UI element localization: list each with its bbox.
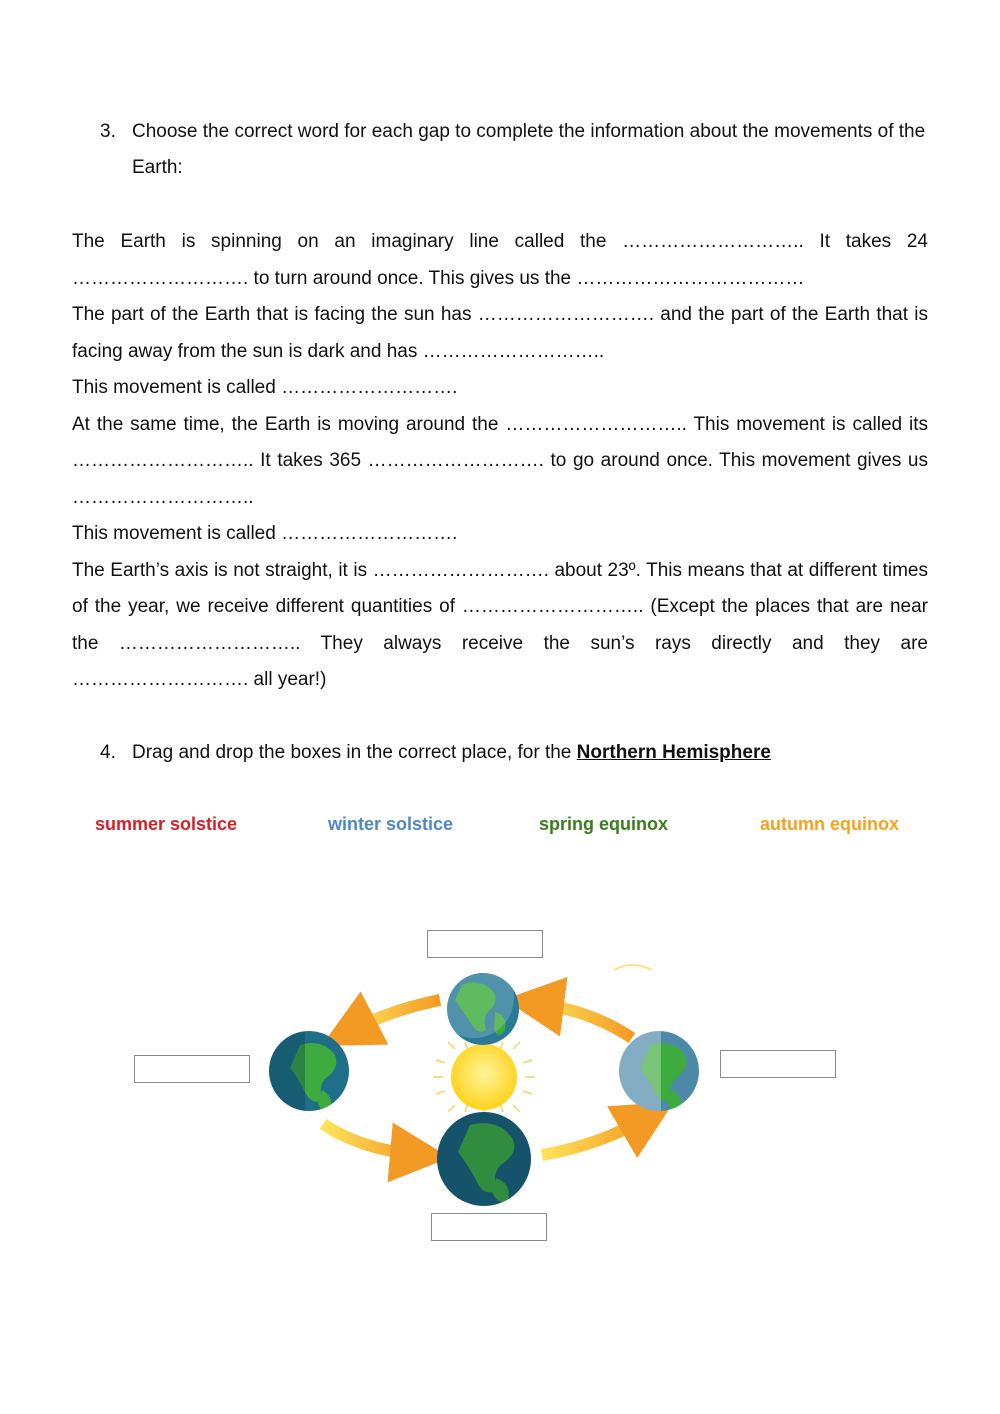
northern-hemisphere-emphasis: Northern Hemisphere — [576, 742, 771, 763]
paragraph-line: This movement is called ………………………. — [72, 377, 458, 398]
question-4-number: 4. — [100, 742, 116, 763]
drop-box-bottom[interactable] — [431, 1213, 547, 1241]
question-3-prompt: Choose the correct word for each gap to complete the information about the movements of the Earth: — [132, 121, 926, 178]
drop-box-right[interactable] — [720, 1050, 836, 1078]
earth-bottom-icon — [437, 1112, 531, 1206]
sun-icon — [433, 1040, 535, 1114]
earth-right-icon — [619, 1031, 699, 1111]
earth-top-icon — [434, 958, 519, 1045]
word-summer-solstice[interactable]: summer solstice — [95, 814, 238, 834]
drop-box-top[interactable] — [427, 930, 543, 958]
orbit-arrow-top-right — [534, 1003, 632, 1038]
paragraph-line: The Earth’s axis is not straight, it is ………………………. about 23º. This means that at different times of the year, we receive different quantities of ……………………….. (Except the places that are near the ……………………….. They always receive the sun’s rays directly and they are ………………………. all year!) — [72, 559, 928, 690]
earth-left-icon — [269, 1031, 349, 1111]
word-autumn-equinox[interactable]: autumn equinox — [760, 814, 899, 834]
orbit-arrow-bottom-left — [323, 1124, 420, 1155]
paragraph-line: This movement is called ………………………. — [72, 523, 458, 544]
word-winter-solstice[interactable]: winter solstice — [328, 814, 454, 834]
paragraph-line: The Earth is spinning on an imaginary line called the ……………………….. It takes 24 ………………………. to turn around once. This gives us the ……………………………… — [72, 231, 928, 289]
orbit-arrow-top-left — [348, 1000, 440, 1032]
word-spring-equinox[interactable]: spring equinox — [539, 814, 669, 834]
question-4-prompt: Drag and drop the boxes in the correct place, for the — [132, 742, 577, 763]
drop-box-left[interactable] — [134, 1055, 250, 1083]
question-3-number: 3. — [100, 121, 116, 142]
paragraph-line: At the same time, the Earth is moving around the ……………………….. This movement is called its ……………………….. It takes 365 ………………………. to go around once. This movement gives us ……………………….. — [72, 413, 928, 508]
paragraph-line: The part of the Earth that is facing the sun has ………………………. and the part of the Earth that is facing away from the sun is dark and has ……………………….. — [72, 304, 928, 362]
orbit-arrow-bottom-right — [542, 1117, 648, 1155]
